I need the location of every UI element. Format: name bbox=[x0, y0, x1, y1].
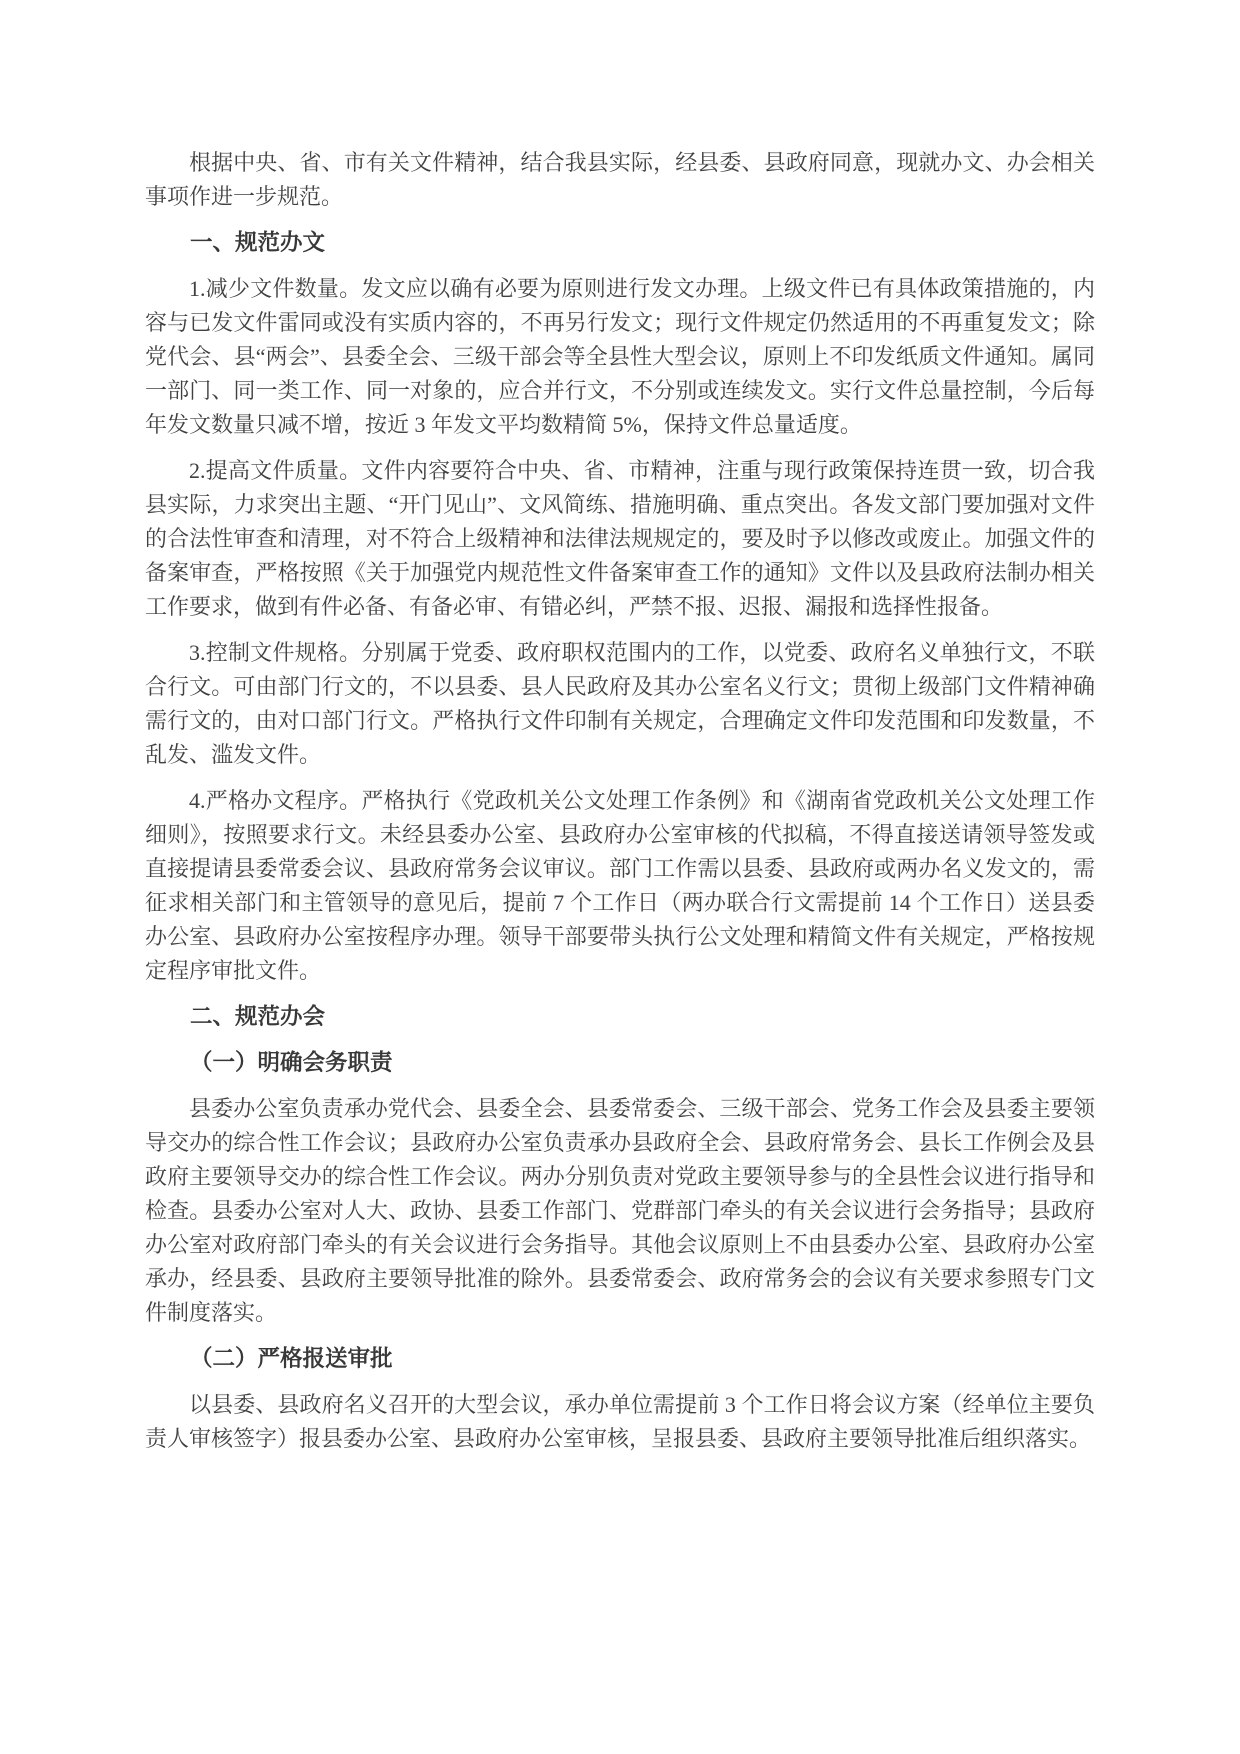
section-2-sub-2-paragraph: 以县委、县政府名义召开的大型会议，承办单位需提前 3 个工作日将会议方案（经单位主要负责人审核签字）报县委办公室、县政府办公室审核，呈报县委、县政府主要领导批准后组织落实。 bbox=[145, 1392, 1095, 1451]
section-1-item-1-paragraph: 1.减少文件数量。发文应以确有必要为原则进行发文办理。上级文件已有具体政策措施的，内容与已发文件雷同或没有实质内容的，不再另行发文；现行文件规定仍然适用的不再重复发文；除党代会、县“两会”、县委全会、三级干部会等全县性大型会议，原则上不印发纸质文件通知。属同一部门、同一类工作、同一对象的，应合并行文，不分别或连续发文。实行文件总量控制，今后每年发文数量只减不增，按近 3 年发文平均数精简 5%，保持文件总量适度。 bbox=[145, 276, 1095, 437]
section-2-sub-2-heading: （二）严格报送审批 bbox=[190, 1346, 393, 1371]
section-1-heading: 一、规范办文 bbox=[190, 230, 326, 255]
section-1-item-2-paragraph: 2.提高文件质量。文件内容要符合中央、省、市精神，注重与现行政策保持连贯一致，切合我县实际，力求突出主题、“开门见山”、文风简练、措施明确、重点突出。各发文部门要加强对文件的合法性审查和清理，对不符合上级精神和法律法规规定的，要及时予以修改或废止。加强文件的备案审查，严格按照《关于加强党内规范性文件备案审查工作的通知》文件以及县政府法制办相关工作要求，做到有件必备、有备必审、有错必纠，严禁不报、迟报、漏报和选择性报备。 bbox=[145, 458, 1095, 619]
section-1-item-3-paragraph: 3.控制文件规格。分别属于党委、政府职权范围内的工作，以党委、政府名义单独行文，不联合行文。可由部门行文的，不以县委、县人民政府及其办公室名义行文；贯彻上级部门文件精神确需行文的，由对口部门行文。严格执行文件印制有关规定，合理确定文件印发范围和印发数量，不乱发、滥发文件。 bbox=[145, 640, 1095, 767]
section-2-sub-1-paragraph: 县委办公室负责承办党代会、县委全会、县委常委会、三级干部会、党务工作会及县委主要领导交办的综合性工作会议；县政府办公室负责承办县政府全会、县政府常务会、县长工作例会及县政府主要领导交办的综合性工作会议。两办分别负责对党政主要领导参与的全县性会议进行指导和检查。县委办公室对人大、政协、县委工作部门、党群部门牵头的有关会议进行会务指导；县政府办公室对政府部门牵头的有关会议进行会务指导。其他会议原则上不由县委办公室、县政府办公室承办，经县委、县政府主要领导批准的除外。县委常委会、政府常务会的会议有关要求参照专门文件制度落实。 bbox=[145, 1096, 1095, 1325]
section-2-heading: 二、规范办会 bbox=[190, 1004, 326, 1029]
section-2-sub-1-heading: （一）明确会务职责 bbox=[190, 1050, 393, 1075]
intro-paragraph: 根据中央、省、市有关文件精神，结合我县实际，经县委、县政府同意，现就办文、办会相关事项作进一步规范。 bbox=[145, 150, 1095, 209]
section-1-item-4-paragraph: 4.严格办文程序。严格执行《党政机关公文处理工作条例》和《湖南省党政机关公文处理工作细则》，按照要求行文。未经县委办公室、县政府办公室审核的代拟稿，不得直接送请领导签发或直接提请县委常委会议、县政府常务会议审议。部门工作需以县委、县政府或两办名义发文的，需征求相关部门和主管领导的意见后，提前 7 个工作日（两办联合行文需提前 14 个工作日）送县委办公室、县政府办公室按程序办理。领导干部要带头执行公文处理和精简文件有关规定，严格按规定程序审批文件。 bbox=[145, 788, 1095, 983]
